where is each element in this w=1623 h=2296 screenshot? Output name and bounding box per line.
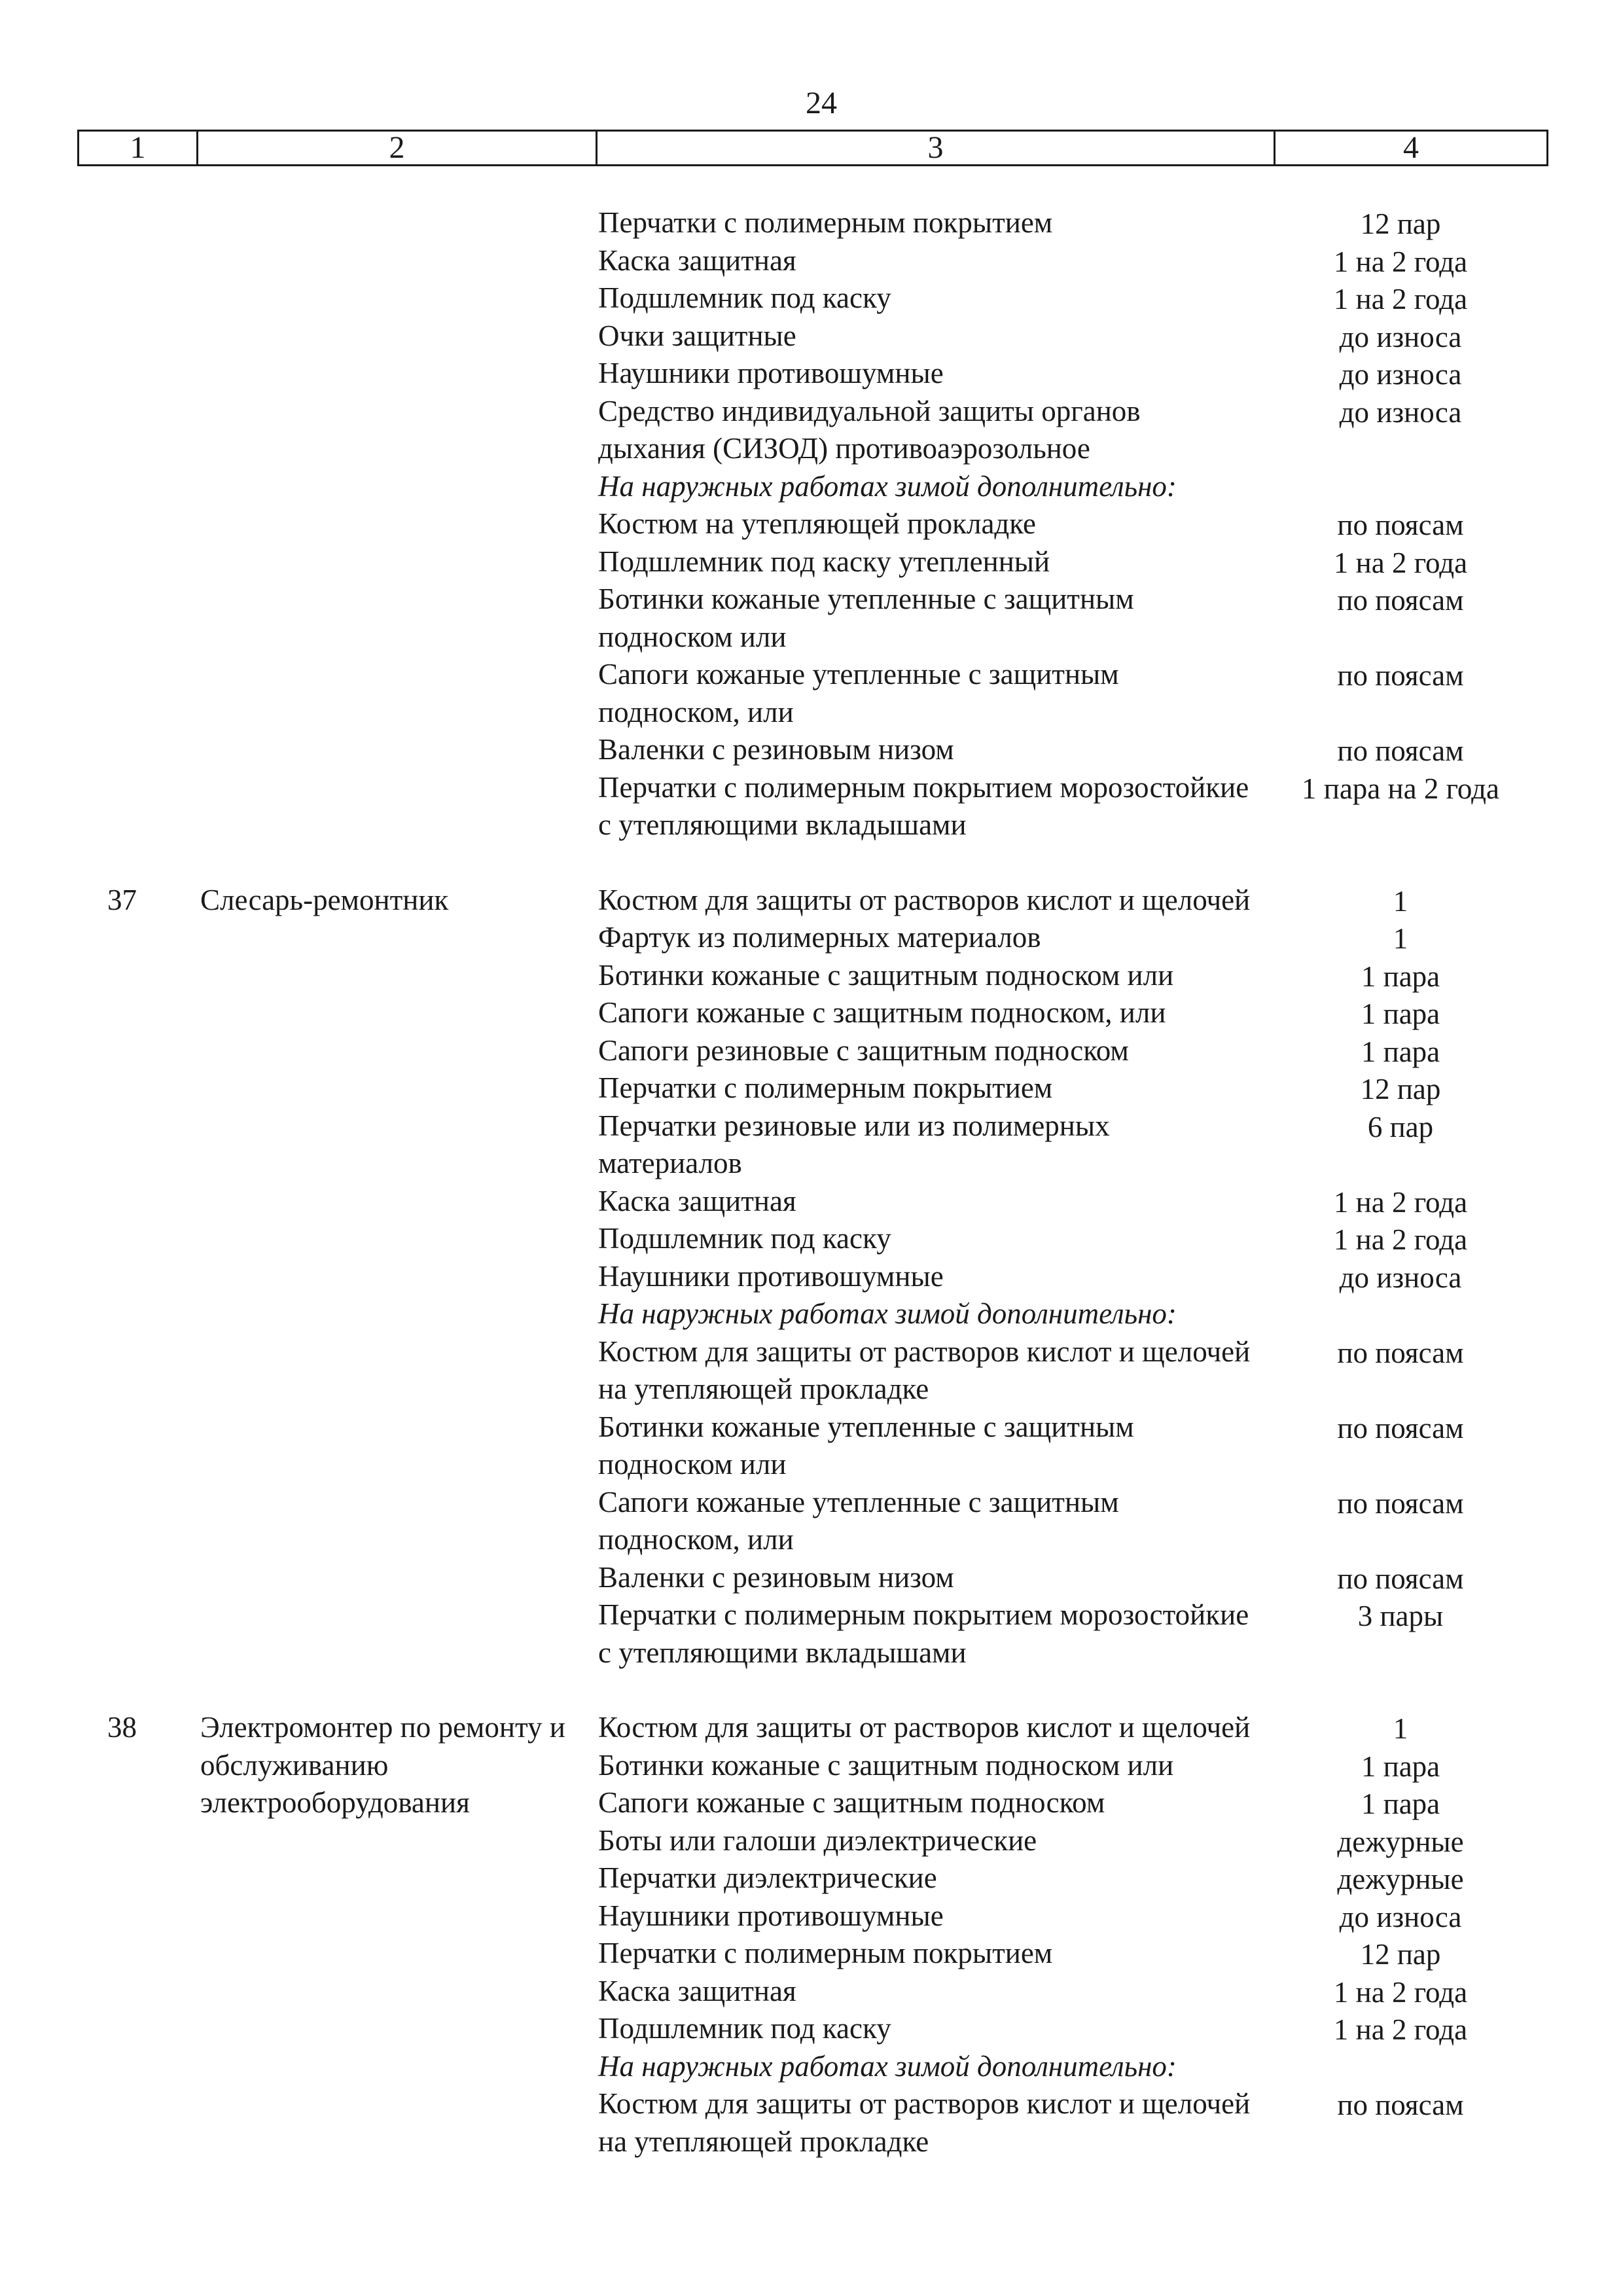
ppe-item-name: Костюм для защиты от растворов кислот и щелочей (598, 883, 1251, 916)
ppe-item-quantity: дежурные (1337, 1825, 1464, 1858)
ppe-item-name: Каска защитная (598, 1974, 796, 2007)
ppe-item-quantity: 1 на 2 года (1333, 546, 1468, 579)
ppe-item-row (0, 1220, 1623, 1258)
ppe-item-row (0, 1107, 1623, 1183)
ppe-item-name: Сапоги кожаные утепленные с защитным подноском, или (598, 1485, 1119, 1556)
ppe-item-row (0, 1596, 1623, 1672)
column-header-3: 3 (597, 132, 1275, 164)
ppe-item-row (0, 1183, 1623, 1221)
ppe-item-name: Боты или галоши диэлектрические (598, 1823, 1037, 1857)
profession-group (0, 204, 1623, 844)
ppe-item-row (0, 1935, 1623, 1973)
ppe-item-quantity: до износа (1339, 1261, 1462, 1294)
ppe-item-row (0, 1408, 1623, 1484)
ppe-item-row (0, 2010, 1623, 2048)
row-number: 37 (107, 883, 137, 916)
ppe-item-quantity: 1 на 2 года (1333, 1185, 1468, 1219)
ppe-item-row (0, 543, 1623, 581)
ppe-item-name: Средство индивидуальной защиты органов дыхания (СИЗОД) противоаэрозольное (598, 394, 1141, 465)
ppe-item-quantity: до износа (1339, 320, 1462, 353)
ppe-item-name: Каска защитная (598, 243, 796, 277)
subheading-note: На наружных работах зимой дополнительно: (598, 1297, 1177, 1330)
ppe-item-row (0, 656, 1623, 731)
ppe-item-row (0, 1069, 1623, 1107)
ppe-item-row (0, 1709, 1623, 1747)
ppe-item-row (0, 581, 1623, 656)
ppe-item-name: Фартук из полимерных материалов (598, 921, 1041, 954)
ppe-item-name: Перчатки с полимерным покрытием морозостойкие с утепляющими вкладышами (598, 770, 1249, 841)
table-header (77, 130, 1548, 166)
ppe-item-quantity: 1 (1393, 1712, 1408, 1745)
ppe-item-row (0, 1784, 1623, 1822)
ppe-item-quantity: по поясам (1337, 509, 1464, 541)
ppe-item-row (0, 919, 1623, 957)
ppe-item-row (0, 1258, 1623, 1296)
profession-group (0, 882, 1623, 1672)
row-number: 38 (107, 1711, 137, 1744)
subheading-note: На наружных работах зимой дополнительно: (598, 2049, 1177, 2083)
ppe-item-name: Перчатки с полимерным покрытием (598, 1071, 1053, 1104)
ppe-item-row (0, 2048, 1623, 2086)
ppe-item-quantity: по поясам (1337, 584, 1464, 617)
ppe-item-row (0, 242, 1623, 280)
ppe-item-row (0, 279, 1623, 317)
ppe-item-row (0, 1859, 1623, 1897)
subheading-note: На наружных работах зимой дополнительно: (598, 469, 1177, 503)
ppe-item-quantity: 12 пар (1360, 207, 1441, 240)
ppe-item-row (0, 1897, 1623, 1935)
ppe-item-row (0, 317, 1623, 355)
ppe-item-row (0, 204, 1623, 242)
ppe-item-name: Костюм для защиты от растворов кислот и щелочей на утепляющей прокладке (598, 1335, 1251, 1405)
ppe-item-quantity: 1 пара (1361, 1749, 1440, 1783)
ppe-item-name: Очки защитные (598, 319, 796, 352)
ppe-item-name: Ботинки кожаные утепленные с защитным подноском или (598, 583, 1134, 653)
ppe-item-quantity: по поясам (1337, 1562, 1464, 1595)
ppe-item-name: Наушники противошумные (598, 1899, 944, 1932)
ppe-item-quantity: 6 пар (1367, 1110, 1434, 1143)
ppe-item-row (0, 505, 1623, 543)
ppe-item-row (0, 1559, 1623, 1597)
ppe-item-quantity: 1 на 2 года (1333, 2013, 1468, 2046)
ppe-item-quantity: 1 на 2 года (1333, 1975, 1468, 2009)
ppe-item-quantity: 1 пара (1361, 1035, 1440, 1068)
ppe-item-row (0, 1295, 1623, 1333)
column-header-2: 2 (198, 132, 597, 164)
ppe-item-quantity: 12 пар (1360, 1073, 1441, 1105)
ppe-item-name: Костюм для защиты от растворов кислот и щелочей на утепляющей прокладке (598, 2087, 1251, 2158)
ppe-item-quantity: 12 пар (1360, 1938, 1441, 1971)
ppe-item-name: Сапоги кожаные с защитным подноском, или (598, 996, 1166, 1029)
ppe-item-name: Подшлемник под каску (598, 1222, 891, 1255)
column-header-4: 4 (1403, 130, 1419, 165)
ppe-item-name: Сапоги резиновые с защитным подноском (598, 1033, 1129, 1067)
ppe-item-row (0, 769, 1623, 844)
ppe-item-row (0, 994, 1623, 1032)
ppe-item-name: Костюм для защиты от растворов кислот и щелочей (598, 1711, 1251, 1744)
ppe-item-name: Перчатки с полимерным покрытием морозостойкие с утепляющими вкладышами (598, 1598, 1249, 1669)
ppe-item-name: Ботинки кожаные утепленные с защитным подноском или (598, 1410, 1134, 1480)
ppe-item-quantity: по поясам (1337, 1411, 1464, 1444)
ppe-item-quantity: 1 пара (1361, 1787, 1440, 1820)
ppe-item-name: Сапоги кожаные утепленные с защитным подноском, или (598, 658, 1119, 728)
profession-name: Слесарь-ремонтник (200, 883, 449, 916)
ppe-item-row (0, 1973, 1623, 2011)
column-header-1: 1 (79, 132, 198, 164)
ppe-item-name: Валенки с резиновым низом (598, 733, 954, 766)
ppe-item-row (0, 1822, 1623, 1860)
ppe-item-row (0, 1333, 1623, 1408)
ppe-item-quantity: 1 пара на 2 года (1302, 772, 1499, 805)
ppe-item-row (0, 2085, 1623, 2161)
ppe-item-name: Подшлемник под каску (598, 2012, 891, 2045)
ppe-item-name: Перчатки резиновые или из полимерных материалов (598, 1109, 1110, 1179)
ppe-item-quantity: по поясам (1337, 659, 1464, 692)
ppe-item-quantity: по поясам (1337, 734, 1464, 767)
ppe-item-row (0, 957, 1623, 995)
ppe-item-quantity: до износа (1339, 358, 1462, 391)
ppe-item-row (0, 355, 1623, 393)
ppe-item-row (0, 1032, 1623, 1070)
ppe-item-name: Наушники противошумные (598, 357, 944, 389)
ppe-item-quantity: 3 пары (1357, 1600, 1444, 1632)
ppe-item-quantity: 1 на 2 года (1333, 245, 1468, 278)
page-number: 24 (806, 86, 837, 120)
ppe-item-quantity: до износа (1339, 1900, 1462, 1933)
ppe-item-quantity: дежурные (1337, 1863, 1464, 1895)
ppe-item-row (0, 731, 1623, 769)
table-body (0, 204, 1623, 2161)
ppe-item-name: Ботинки кожаные с защитным подноском или (598, 1748, 1174, 1782)
ppe-item-name: Перчатки с полимерным покрытием (598, 1937, 1053, 1969)
ppe-item-name: Валенки с резиновым низом (598, 1560, 954, 1594)
ppe-item-quantity: 1 (1393, 884, 1408, 918)
ppe-item-quantity: до износа (1339, 395, 1462, 429)
ppe-item-quantity: 1 пара (1361, 997, 1440, 1030)
ppe-item-name: Каска защитная (598, 1184, 796, 1217)
ppe-item-row (0, 882, 1623, 920)
ppe-item-row (0, 393, 1623, 468)
ppe-item-quantity: 1 (1393, 922, 1408, 955)
profession-name: Электромонтер по ремонту и обслуживанию электрооборудования (200, 1711, 565, 1819)
ppe-item-name: Подшлемник под каску (598, 281, 891, 314)
ppe-item-row (0, 1747, 1623, 1785)
ppe-item-name: Ботинки кожаные с защитным подноском или (598, 958, 1174, 992)
ppe-item-quantity: 1 пара (1361, 960, 1440, 993)
ppe-item-quantity: по поясам (1337, 2089, 1464, 2121)
ppe-item-row (0, 468, 1623, 506)
ppe-item-name: Перчатки диэлектрические (598, 1861, 937, 1894)
ppe-item-quantity: по поясам (1337, 1486, 1464, 1520)
ppe-item-name: Подшлемник под каску утепленный (598, 545, 1050, 578)
ppe-item-name: Перчатки с полимерным покрытием (598, 206, 1053, 239)
ppe-item-name: Костюм на утепляющей прокладке (598, 507, 1037, 540)
profession-group (0, 1709, 1623, 2161)
ppe-item-name: Сапоги кожаные с защитным подноском (598, 1786, 1105, 1819)
ppe-item-quantity: 1 на 2 года (1333, 1223, 1468, 1256)
ppe-item-quantity: 1 на 2 года (1333, 283, 1468, 315)
ppe-item-row (0, 1484, 1623, 1559)
ppe-item-quantity: по поясам (1337, 1336, 1464, 1369)
ppe-item-name: Наушники противошумные (598, 1259, 944, 1293)
